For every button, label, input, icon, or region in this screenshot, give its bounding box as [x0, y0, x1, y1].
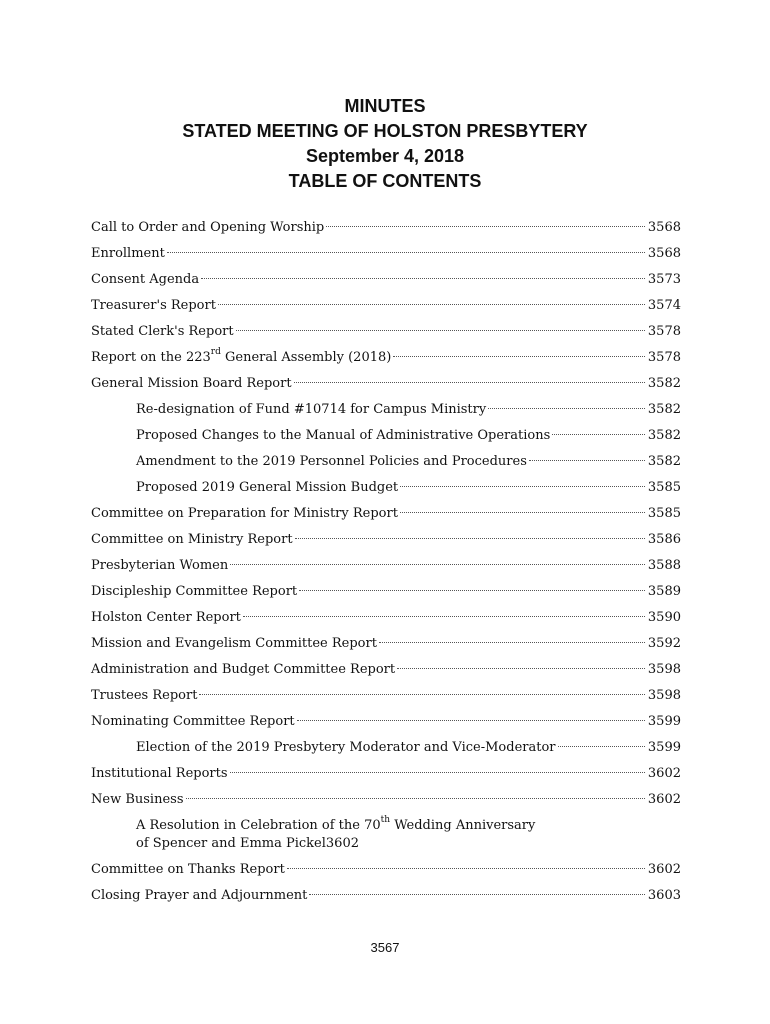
- toc-leader-dots: [379, 642, 645, 643]
- toc-entry-title-continuation: [136, 835, 681, 853]
- toc-leader-dots: [297, 720, 645, 721]
- toc-entry-page: 3599: [647, 714, 681, 729]
- toc-entry-title-part: A Resolution in Celebration of the 70: [136, 818, 381, 833]
- toc-entry: [91, 631, 681, 657]
- toc-entry: [91, 579, 681, 605]
- toc-entry-page: 3582: [647, 376, 681, 391]
- toc-subentry: [91, 423, 681, 449]
- toc-entry: [91, 857, 681, 883]
- toc-entry-title: Stated Clerk's Report: [91, 324, 234, 339]
- toc-entry-page: 3585: [647, 480, 681, 495]
- toc-entry-title: Administration and Budget Committee Report: [91, 662, 396, 677]
- toc-entry-page: 3568: [647, 246, 681, 261]
- toc-entry-page: 3603: [647, 888, 681, 903]
- toc-leader-dots: [287, 868, 645, 869]
- toc-entry-title: Consent Agenda: [91, 272, 200, 287]
- toc-subentry: [91, 735, 681, 761]
- toc-leader-dots: [236, 330, 645, 331]
- toc-entry-page: 3602: [647, 792, 681, 807]
- toc-entry-page: 3602: [647, 862, 681, 877]
- toc-leader-dots: [299, 590, 645, 591]
- toc-entry-page: 3585: [647, 506, 681, 521]
- toc-entry-title: Election of the 2019 Presbytery Moderator and Vice-Moderator: [136, 740, 556, 755]
- table-of-contents: [91, 215, 681, 909]
- toc-entry-title: Committee on Preparation for Ministry Report: [91, 506, 398, 521]
- toc-entry-title: Mission and Evangelism Committee Report: [91, 636, 377, 651]
- toc-entry-title: Proposed Changes to the Manual of Administrative Operations: [136, 428, 551, 443]
- toc-entry-page: 3598: [647, 688, 681, 703]
- toc-entry-title: Treasurer's Report: [91, 298, 216, 313]
- toc-subentry: [91, 397, 681, 423]
- toc-entry-title: New Business: [91, 792, 184, 807]
- toc-entry: [91, 215, 681, 241]
- toc-leader-dots: [201, 278, 645, 279]
- ordinal-superscript: th: [380, 814, 391, 825]
- toc-entry-page: 3573: [647, 272, 681, 287]
- toc-entry-title-part: Report on the 223: [91, 350, 211, 365]
- toc-entry-title: Committee on Thanks Report: [91, 862, 285, 877]
- toc-entry-page: 3602: [647, 766, 681, 781]
- toc-entry-title: Re-designation of Fund #10714 for Campus Ministry: [136, 402, 487, 417]
- toc-entry: [91, 553, 681, 579]
- toc-leader-dots: [400, 486, 645, 487]
- toc-entry-title: Discipleship Committee Report: [91, 584, 298, 599]
- toc-leader-dots: [488, 408, 645, 409]
- toc-entry-page: 3599: [647, 740, 681, 755]
- header-toc-title: TABLE OF CONTENTS: [288, 171, 482, 191]
- page-number: 3567: [370, 940, 400, 955]
- toc-entry-page: 3590: [647, 610, 681, 625]
- toc-entry-title: Proposed 2019 General Mission Budget: [136, 480, 399, 495]
- toc-leader-dots: [186, 798, 645, 799]
- toc-entry-page: 3589: [647, 584, 681, 599]
- toc-entry-page: 3578: [647, 350, 681, 365]
- toc-entry-title: General Mission Board Report: [91, 376, 292, 391]
- toc-leader-dots: [218, 304, 645, 305]
- toc-entry-page: 3582: [647, 428, 681, 443]
- header-date: September 4, 2018: [305, 146, 465, 166]
- toc-leader-dots: [552, 434, 645, 435]
- toc-entry: [91, 371, 681, 397]
- toc-entry-title-part: of Spencer and Emma Pickel: [136, 836, 326, 851]
- toc-entry-title: Institutional Reports: [91, 766, 228, 781]
- toc-leader-dots: [393, 356, 645, 357]
- toc-leader-dots: [397, 668, 645, 669]
- toc-entry-title: Presbyterian Women: [91, 558, 229, 573]
- toc-entry: [91, 761, 681, 787]
- toc-leader-dots: [558, 746, 645, 747]
- toc-entry-page: 3574: [647, 298, 681, 313]
- toc-entry: [91, 709, 681, 735]
- toc-leader-dots: [309, 894, 645, 895]
- toc-entry-title-part: Wedding Anniversary: [390, 818, 536, 833]
- document-header: [0, 94, 770, 194]
- toc-subentry: [91, 475, 681, 501]
- toc-entry-page: 3582: [647, 454, 681, 469]
- toc-entry: [91, 319, 681, 345]
- toc-entry: [91, 293, 681, 319]
- toc-leader-dots: [167, 252, 645, 253]
- toc-entry: [91, 683, 681, 709]
- toc-entry-title: Amendment to the 2019 Personnel Policies and Procedures: [136, 454, 527, 469]
- toc-entry-page: 3582: [647, 402, 681, 417]
- toc-entry-page: 3586: [647, 532, 681, 547]
- header-title: MINUTES: [344, 96, 426, 116]
- toc-entry-title: Closing Prayer and Adjournment: [91, 888, 308, 903]
- toc-entry: [91, 267, 681, 293]
- toc-entry: [91, 241, 681, 267]
- toc-entry-page: 3592: [647, 636, 681, 651]
- toc-entry-title: Call to Order and Opening Worship: [91, 220, 325, 235]
- toc-entry-page: 3598: [647, 662, 681, 677]
- toc-leader-dots: [295, 538, 645, 539]
- toc-entry: [91, 883, 681, 909]
- toc-entry: [91, 605, 681, 631]
- toc-entry-title: [91, 345, 391, 371]
- toc-leader-dots: [243, 616, 645, 617]
- toc-leader-dots: [400, 512, 645, 513]
- toc-entry-title: [136, 814, 681, 835]
- toc-leader-dots: [230, 564, 645, 565]
- toc-entry: [91, 657, 681, 683]
- toc-entry: [91, 345, 681, 371]
- toc-entry-page: 3578: [647, 324, 681, 339]
- toc-entry-title-part: General Assembly (2018): [220, 350, 392, 365]
- toc-subentry: [91, 449, 681, 475]
- toc-leader-dots: [326, 226, 645, 227]
- toc-entry: [91, 527, 681, 553]
- toc-entry-title: Enrollment: [91, 246, 165, 261]
- toc-entry-page: 3588: [647, 558, 681, 573]
- toc-entry-title: Holston Center Report: [91, 610, 241, 625]
- toc-subentry: [91, 814, 681, 853]
- toc-leader-dots: [230, 772, 645, 773]
- toc-leader-dots: [529, 460, 645, 461]
- toc-entry-title: Nominating Committee Report: [91, 714, 295, 729]
- ordinal-superscript: rd: [210, 346, 221, 357]
- toc-entry: [91, 501, 681, 527]
- toc-entry-page: 3602: [325, 836, 359, 851]
- header-meeting: STATED MEETING OF HOLSTON PRESBYTERY: [182, 121, 588, 141]
- toc-entry-title: Committee on Ministry Report: [91, 532, 293, 547]
- toc-leader-dots: [199, 694, 644, 695]
- toc-leader-dots: [294, 382, 645, 383]
- toc-entry-title: Trustees Report: [91, 688, 198, 703]
- toc-entry-page: 3568: [647, 220, 681, 235]
- toc-entry: [91, 787, 681, 813]
